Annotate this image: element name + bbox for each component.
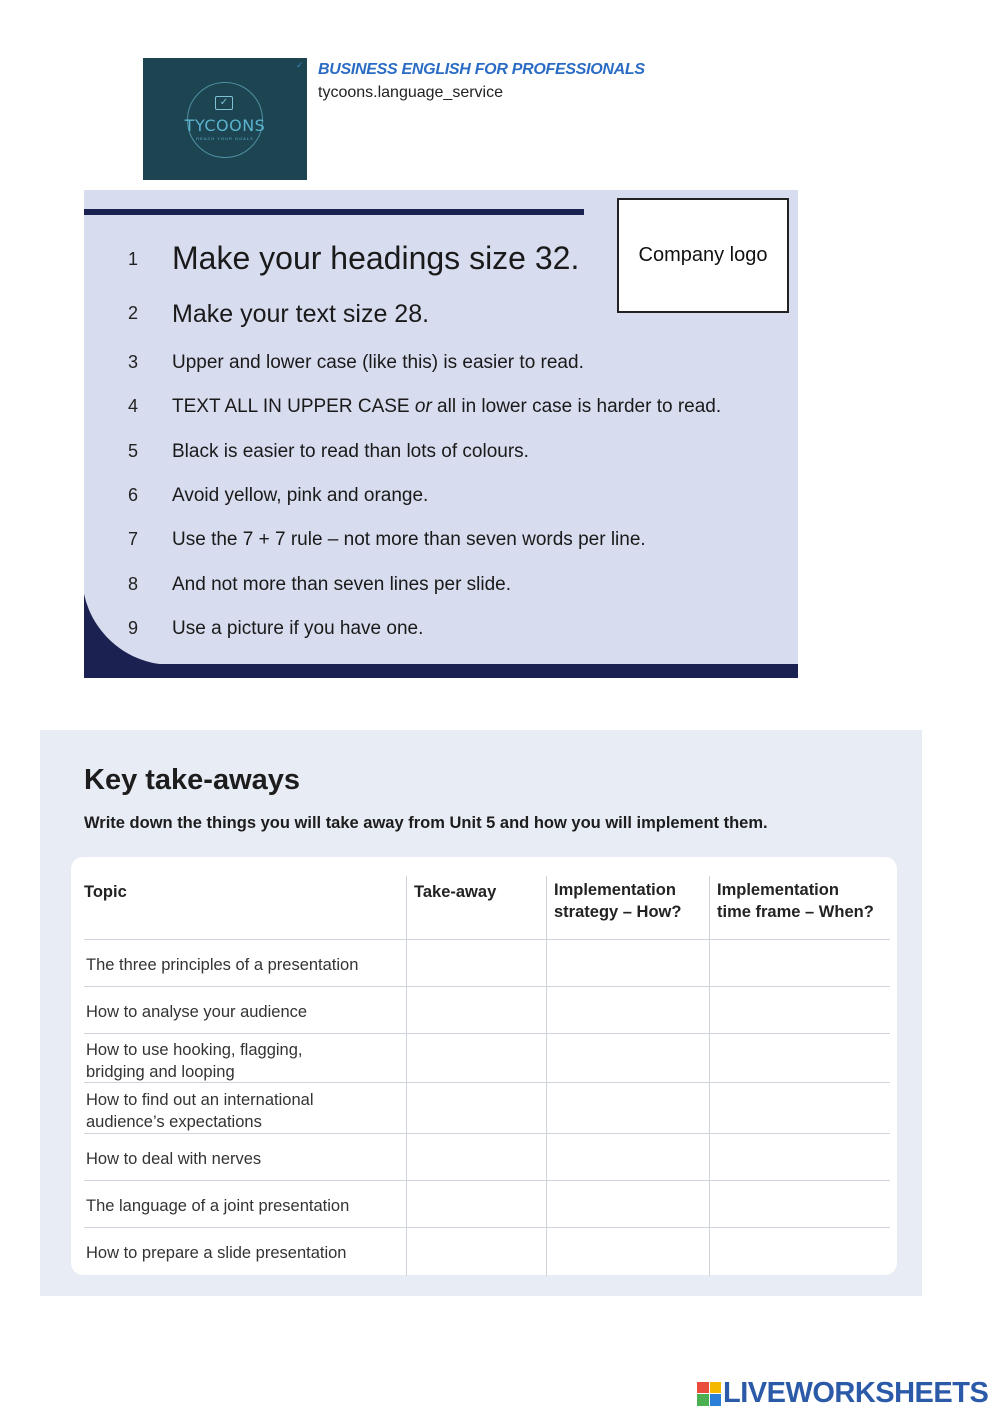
column-divider — [406, 876, 407, 1276]
takeaways-instruction: Write down the things you will take away from Unit 5 and how you will implement them. — [84, 814, 768, 832]
tycoons-logo — [143, 58, 307, 180]
liveworksheets-wordmark: LIVEWORKSHEETS — [723, 1377, 989, 1409]
topic-cell: How to find out an international audience’s expectations — [86, 1091, 314, 1131]
briefcase-check-icon: ✓ — [215, 96, 233, 110]
header-strategy: Implementation strategy – How? — [554, 881, 682, 921]
topic-cell: How to deal with nerves — [86, 1150, 262, 1168]
logo-wordmark: TYCOONS — [184, 116, 266, 135]
header-takeaway: Take-away — [414, 883, 497, 901]
row-divider — [84, 986, 890, 987]
column-divider — [709, 876, 710, 1276]
column-divider — [546, 876, 547, 1276]
row-divider — [84, 1033, 890, 1034]
liveworksheets-brand — [697, 1377, 988, 1410]
topic-cell: How to use hooking, flagging, bridging and looping — [86, 1041, 303, 1081]
topic-cell: The three principles of a presentation — [86, 956, 359, 974]
topic-cell: The language of a joint presentation — [86, 1197, 350, 1215]
corner-check-icon: ✓ — [296, 60, 304, 70]
takeaways-title: Key take-aways — [84, 764, 301, 796]
topic-cell: How to prepare a slide presentation — [86, 1244, 347, 1262]
brand-handle: tycoons.language_service — [318, 84, 504, 101]
row-divider — [84, 939, 890, 940]
row-divider — [84, 1227, 890, 1228]
header-timeframe: Implementation time frame – When? — [717, 881, 874, 921]
topic-cell: How to analyse your audience — [86, 1003, 308, 1021]
logo-tagline: REACH YOUR GOALS — [196, 136, 254, 141]
row-divider — [84, 1180, 890, 1181]
row-divider — [84, 1133, 890, 1134]
company-logo-placeholder: Company logo — [617, 198, 789, 313]
slide-example: Company logo 1 Make your headings size 32. 2 Make your text size 28. 3 Upper and lower case (like this) is easier to read. 4 TEXT ALL IN UPPER CASE or all in lower case is harder to read. 5 Black is easier to read than lots of colours. 6 Avoid yellow, pink and orange. 7 Use the 7 + 7 rule – not more than seven words per line. 8 And not more than seven lines per slide. 9 Use a picture if you have one. — [84, 190, 798, 678]
header-topic: Topic — [84, 883, 127, 901]
slide-top-bar — [84, 209, 584, 215]
brand-title: BUSINESS ENGLISH FOR PROFESSIONALS — [318, 61, 645, 78]
slide-bottom-bar — [84, 664, 798, 678]
liveworksheets-icon — [697, 1382, 721, 1406]
